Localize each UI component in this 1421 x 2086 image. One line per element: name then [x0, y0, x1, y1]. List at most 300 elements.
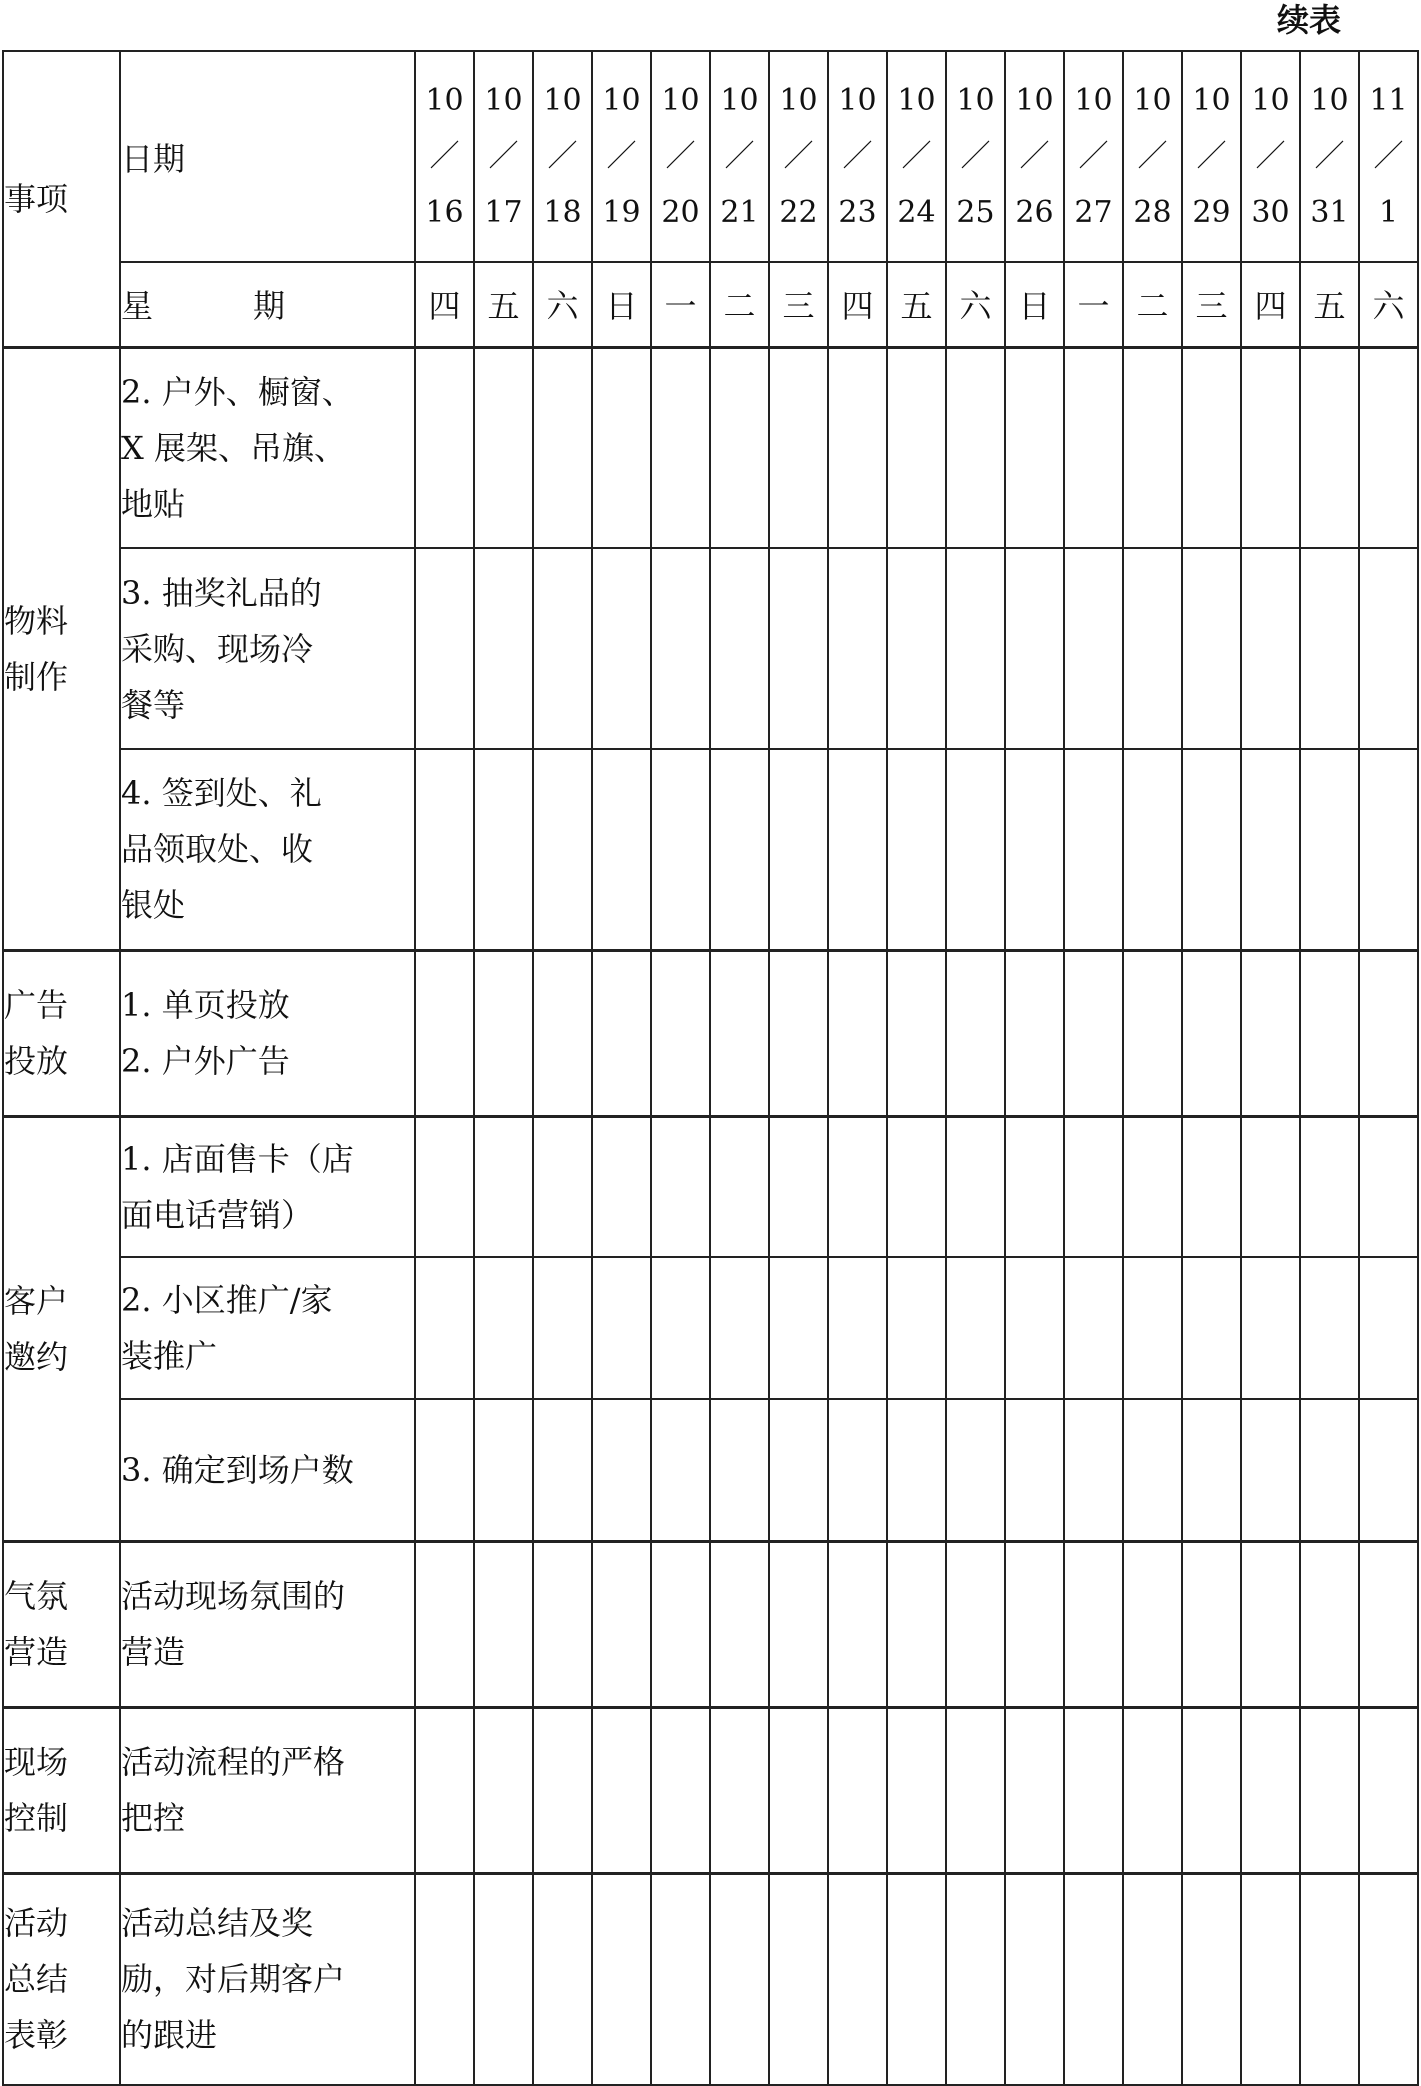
date-day: 1 — [1378, 194, 1399, 230]
date-day: 24 — [897, 194, 936, 230]
task-line: 励，对后期客户 — [121, 1960, 346, 1999]
date-day: 16 — [425, 194, 464, 230]
weekday-cell: 六 — [1359, 262, 1418, 347]
schedule-cell[interactable] — [415, 548, 474, 749]
schedule-cell[interactable] — [710, 548, 769, 749]
schedule-cell[interactable] — [1182, 347, 1241, 548]
task-line: 2. 户外、橱窗、 — [121, 372, 354, 411]
task-line: X 展架、吊旗、 — [121, 428, 346, 467]
date-cell — [592, 51, 651, 262]
schedule-cell[interactable] — [592, 347, 651, 548]
date-sep: ／ — [1314, 138, 1345, 174]
task-row — [3, 347, 1418, 548]
schedule-cell[interactable] — [1005, 1873, 1064, 2085]
schedule-cell[interactable] — [1123, 1707, 1182, 1873]
schedule-cell[interactable] — [887, 1257, 946, 1399]
date-month: 10 — [425, 82, 464, 118]
schedule-cell[interactable] — [946, 950, 1005, 1116]
schedule-cell[interactable] — [1182, 1257, 1241, 1399]
schedule-cell[interactable] — [1064, 1541, 1123, 1707]
schedule-cell[interactable] — [1241, 1707, 1300, 1873]
date-month: 10 — [602, 82, 641, 118]
task-line: 餐等 — [121, 685, 186, 724]
schedule-cell[interactable] — [1241, 1116, 1300, 1257]
task-line: 活动流程的严格 — [121, 1743, 346, 1781]
schedule-table — [2, 50, 1419, 2086]
task-line: 采购、现场冷 — [121, 629, 314, 668]
weekday-cell: 六 — [946, 262, 1005, 347]
schedule-cell[interactable] — [533, 1873, 592, 2085]
schedule-cell[interactable] — [651, 1116, 710, 1257]
date-cell — [1241, 51, 1300, 262]
schedule-cell[interactable] — [474, 1873, 533, 2085]
schedule-cell[interactable] — [1359, 950, 1418, 1116]
schedule-cell[interactable] — [651, 749, 710, 950]
schedule-cell[interactable] — [710, 347, 769, 548]
schedule-cell[interactable] — [1241, 1399, 1300, 1541]
category-line: 活动 — [4, 1904, 69, 1943]
schedule-cell[interactable] — [592, 1257, 651, 1399]
date-sep: ／ — [1255, 138, 1286, 174]
schedule-cell[interactable] — [828, 1541, 887, 1707]
schedule-cell[interactable] — [769, 950, 828, 1116]
schedule-cell[interactable] — [592, 548, 651, 749]
date-day: 29 — [1192, 194, 1231, 230]
date-month: 10 — [1310, 82, 1349, 118]
schedule-cell[interactable] — [769, 1116, 828, 1257]
schedule-cell[interactable] — [1241, 1257, 1300, 1399]
weekday-cell: 四 — [415, 262, 474, 347]
schedule-cell[interactable] — [474, 1707, 533, 1873]
schedule-cell[interactable] — [474, 1116, 533, 1257]
schedule-cell[interactable] — [828, 1873, 887, 2085]
date-month: 10 — [543, 82, 582, 118]
category-line: 营造 — [4, 1633, 69, 1671]
category-cell — [3, 1116, 120, 1541]
weekday-cell: 一 — [651, 262, 710, 347]
schedule-cell[interactable] — [415, 1116, 474, 1257]
date-sep: ／ — [1373, 138, 1404, 174]
date-month: 10 — [1251, 82, 1290, 118]
schedule-cell[interactable] — [828, 347, 887, 548]
schedule-cell[interactable] — [1064, 1707, 1123, 1873]
category-line: 气氛 — [4, 1577, 69, 1615]
schedule-cell[interactable] — [1359, 548, 1418, 749]
schedule-cell[interactable] — [533, 950, 592, 1116]
date-cell — [474, 51, 533, 262]
schedule-cell[interactable] — [592, 1399, 651, 1541]
schedule-cell[interactable] — [769, 1541, 828, 1707]
schedule-cell[interactable] — [1064, 1399, 1123, 1541]
schedule-cell[interactable] — [592, 950, 651, 1116]
date-month: 10 — [1074, 82, 1113, 118]
date-month: 10 — [661, 82, 700, 118]
task-line: 面电话营销） — [121, 1195, 314, 1234]
schedule-cell[interactable] — [769, 1399, 828, 1541]
schedule-cell[interactable] — [1005, 1541, 1064, 1707]
schedule-cell[interactable] — [1005, 1707, 1064, 1873]
task-line: 活动总结及奖 — [121, 1904, 314, 1943]
weekday-header-row — [3, 262, 1418, 347]
schedule-cell[interactable] — [474, 347, 533, 548]
task-line: 2. 小区推广/家 — [121, 1281, 333, 1319]
schedule-cell[interactable] — [1241, 1873, 1300, 2085]
date-day: 25 — [956, 194, 995, 230]
weekday-cell: 三 — [1182, 262, 1241, 347]
weekday-cell: 五 — [474, 262, 533, 347]
schedule-cell[interactable] — [415, 1257, 474, 1399]
date-month: 10 — [1015, 82, 1054, 118]
schedule-cell[interactable] — [533, 749, 592, 950]
schedule-cell[interactable] — [1064, 950, 1123, 1116]
date-sep: ／ — [783, 138, 814, 174]
schedule-cell[interactable] — [1005, 1257, 1064, 1399]
schedule-cell[interactable] — [533, 1541, 592, 1707]
date-sep: ／ — [724, 138, 755, 174]
schedule-cell[interactable] — [474, 1257, 533, 1399]
schedule-cell[interactable] — [887, 1541, 946, 1707]
schedule-cell[interactable] — [828, 1116, 887, 1257]
schedule-cell[interactable] — [592, 1707, 651, 1873]
schedule-cell[interactable] — [946, 1873, 1005, 2085]
schedule-cell[interactable] — [1300, 1873, 1359, 2085]
schedule-cell[interactable] — [415, 749, 474, 950]
schedule-cell[interactable] — [1241, 548, 1300, 749]
task-row — [3, 1873, 1418, 2085]
schedule-cell[interactable] — [1359, 1116, 1418, 1257]
schedule-cell[interactable] — [651, 347, 710, 548]
date-day: 31 — [1310, 194, 1349, 230]
date-cell — [415, 51, 474, 262]
category-line: 物料 — [4, 601, 69, 640]
category-line: 邀约 — [4, 1337, 69, 1376]
schedule-cell[interactable] — [1359, 749, 1418, 950]
date-month: 11 — [1369, 82, 1408, 118]
schedule-cell[interactable] — [1123, 749, 1182, 950]
schedule-cell[interactable] — [474, 548, 533, 749]
schedule-cell[interactable] — [533, 548, 592, 749]
schedule-cell[interactable] — [887, 347, 946, 548]
task-line: 的跟进 — [121, 2016, 218, 2055]
schedule-cell[interactable] — [1241, 950, 1300, 1116]
date-sep: ／ — [429, 138, 460, 174]
task-line: 2. 户外广告 — [121, 1042, 290, 1080]
category-cell — [3, 347, 120, 950]
date-cell — [710, 51, 769, 262]
schedule-cell[interactable] — [415, 950, 474, 1116]
date-cell — [1123, 51, 1182, 262]
schedule-cell[interactable] — [1064, 548, 1123, 749]
category-line: 现场 — [4, 1743, 69, 1781]
category-line: 总结 — [4, 1960, 69, 1999]
schedule-cell[interactable] — [651, 1707, 710, 1873]
date-header-row — [3, 51, 1418, 262]
schedule-cell[interactable] — [710, 950, 769, 1116]
schedule-cell[interactable] — [651, 1873, 710, 2085]
schedule-cell[interactable] — [592, 1873, 651, 2085]
schedule-cell[interactable] — [1359, 1707, 1418, 1873]
schedule-cell[interactable] — [710, 1873, 769, 2085]
date-day: 23 — [838, 194, 877, 230]
schedule-cell[interactable] — [1064, 749, 1123, 950]
schedule-cell[interactable] — [415, 1399, 474, 1541]
schedule-cell[interactable] — [415, 1707, 474, 1873]
category-cell — [3, 1541, 120, 1707]
schedule-cell[interactable] — [592, 749, 651, 950]
schedule-cell[interactable] — [533, 347, 592, 548]
schedule-cell[interactable] — [1300, 1399, 1359, 1541]
schedule-cell[interactable] — [946, 347, 1005, 548]
date-cell — [1182, 51, 1241, 262]
schedule-cell[interactable] — [769, 749, 828, 950]
schedule-cell[interactable] — [887, 1707, 946, 1873]
schedule-cell[interactable] — [1123, 347, 1182, 548]
schedule-cell[interactable] — [1182, 1707, 1241, 1873]
date-sep: ／ — [960, 138, 991, 174]
schedule-cell[interactable] — [769, 1257, 828, 1399]
schedule-cell[interactable] — [1300, 548, 1359, 749]
schedule-cell[interactable] — [710, 1399, 769, 1541]
schedule-cell[interactable] — [592, 1541, 651, 1707]
date-day: 28 — [1133, 194, 1172, 230]
category-line: 制作 — [4, 657, 69, 696]
schedule-cell[interactable] — [474, 1399, 533, 1541]
date-sep: ／ — [606, 138, 637, 174]
category-cell — [3, 950, 120, 1116]
task-cell — [120, 1399, 415, 1541]
schedule-cell[interactable] — [533, 1399, 592, 1541]
schedule-cell[interactable] — [887, 548, 946, 749]
schedule-cell[interactable] — [1359, 347, 1418, 548]
schedule-cell[interactable] — [946, 1257, 1005, 1399]
schedule-cell[interactable] — [1123, 1116, 1182, 1257]
schedule-cell[interactable] — [1182, 548, 1241, 749]
category-line: 客户 — [4, 1281, 69, 1320]
schedule-cell[interactable] — [651, 950, 710, 1116]
task-row — [3, 749, 1418, 950]
date-month: 10 — [956, 82, 995, 118]
date-day: 19 — [602, 194, 641, 230]
schedule-cell[interactable] — [1005, 1399, 1064, 1541]
schedule-cell[interactable] — [1300, 1116, 1359, 1257]
schedule-cell[interactable] — [651, 1257, 710, 1399]
schedule-cell[interactable] — [1123, 1873, 1182, 2085]
schedule-cell[interactable] — [1300, 950, 1359, 1116]
weekday-cell: 五 — [887, 262, 946, 347]
date-cell — [769, 51, 828, 262]
schedule-cell[interactable] — [828, 1257, 887, 1399]
schedule-cell[interactable] — [887, 1873, 946, 2085]
schedule-cell[interactable] — [533, 1116, 592, 1257]
schedule-cell[interactable] — [1123, 950, 1182, 1116]
continued-table-label: 续表 — [1276, 1, 1341, 39]
schedule-cell[interactable] — [769, 1707, 828, 1873]
schedule-cell[interactable] — [533, 1257, 592, 1399]
task-line: 3. 确定到场户数 — [121, 1450, 354, 1489]
date-month: 10 — [897, 82, 936, 118]
schedule-cell[interactable] — [1123, 1541, 1182, 1707]
task-cell — [120, 1707, 415, 1873]
date-cell — [533, 51, 592, 262]
task-cell — [120, 1873, 415, 2085]
task-row — [3, 548, 1418, 749]
schedule-cell[interactable] — [1182, 1116, 1241, 1257]
category-line: 广告 — [4, 986, 69, 1024]
schedule-cell[interactable] — [1123, 1399, 1182, 1541]
task-line: 1. 店面售卡（店 — [121, 1139, 354, 1178]
schedule-cell[interactable] — [533, 1707, 592, 1873]
schedule-cell[interactable] — [769, 548, 828, 749]
schedule-cell[interactable] — [946, 1399, 1005, 1541]
date-month: 10 — [838, 82, 877, 118]
schedule-cell[interactable] — [1123, 1257, 1182, 1399]
schedule-cell[interactable] — [415, 1873, 474, 2085]
schedule-cell[interactable] — [415, 347, 474, 548]
date-month: 10 — [720, 82, 759, 118]
task-line: 4. 签到处、礼 — [121, 774, 322, 813]
date-cell — [1359, 51, 1418, 262]
schedule-cell[interactable] — [592, 1116, 651, 1257]
date-month: 10 — [484, 82, 523, 118]
schedule-cell[interactable] — [1005, 347, 1064, 548]
schedule-cell[interactable] — [1359, 1541, 1418, 1707]
schedule-cell[interactable] — [1359, 1257, 1418, 1399]
schedule-cell[interactable] — [651, 1541, 710, 1707]
schedule-cell[interactable] — [946, 548, 1005, 749]
schedule-cell[interactable] — [1300, 1257, 1359, 1399]
date-day: 17 — [484, 194, 523, 230]
date-sep: ／ — [842, 138, 873, 174]
schedule-cell[interactable] — [710, 749, 769, 950]
schedule-cell[interactable] — [651, 548, 710, 749]
schedule-cell[interactable] — [946, 749, 1005, 950]
date-cell — [1064, 51, 1123, 262]
item-header-cell: 事项 — [3, 51, 120, 347]
schedule-cell[interactable] — [710, 1116, 769, 1257]
task-line: 1. 单页投放 — [121, 986, 290, 1024]
date-sep: ／ — [547, 138, 578, 174]
date-header-label: 日期 — [120, 51, 415, 262]
schedule-cell[interactable] — [1182, 1541, 1241, 1707]
schedule-cell[interactable] — [1064, 347, 1123, 548]
schedule-cell[interactable] — [1300, 347, 1359, 548]
schedule-cell[interactable] — [1241, 347, 1300, 548]
schedule-cell[interactable] — [710, 1257, 769, 1399]
schedule-cell[interactable] — [1064, 1873, 1123, 2085]
schedule-cell[interactable] — [1359, 1873, 1418, 2085]
schedule-cell[interactable] — [1359, 1399, 1418, 1541]
category-cell — [3, 1873, 120, 2085]
schedule-cell[interactable] — [1300, 1541, 1359, 1707]
date-day: 20 — [661, 194, 700, 230]
task-line: 营造 — [121, 1633, 186, 1671]
weekday-cell: 四 — [828, 262, 887, 347]
weekday-cell: 三 — [769, 262, 828, 347]
schedule-cell[interactable] — [474, 950, 533, 1116]
task-cell — [120, 347, 415, 548]
date-month: 10 — [1192, 82, 1231, 118]
task-line: 3. 抽奖礼品的 — [121, 573, 322, 612]
schedule-cell[interactable] — [769, 347, 828, 548]
schedule-cell[interactable] — [651, 1399, 710, 1541]
task-cell — [120, 1257, 415, 1399]
schedule-cell[interactable] — [946, 1707, 1005, 1873]
schedule-cell[interactable] — [887, 950, 946, 1116]
date-sep: ／ — [488, 138, 519, 174]
date-cell — [887, 51, 946, 262]
schedule-cell[interactable] — [1241, 749, 1300, 950]
task-cell — [120, 950, 415, 1116]
task-cell — [120, 1116, 415, 1257]
schedule-cell[interactable] — [1005, 950, 1064, 1116]
date-sep: ／ — [1019, 138, 1050, 174]
schedule-cell[interactable] — [1005, 749, 1064, 950]
schedule-cell[interactable] — [1300, 749, 1359, 950]
schedule-cell[interactable] — [828, 749, 887, 950]
schedule-cell[interactable] — [828, 1707, 887, 1873]
date-month: 10 — [1133, 82, 1172, 118]
date-sep: ／ — [901, 138, 932, 174]
date-cell — [946, 51, 1005, 262]
date-day: 30 — [1251, 194, 1290, 230]
schedule-cell[interactable] — [946, 1541, 1005, 1707]
task-line: 地贴 — [121, 484, 186, 523]
schedule-cell[interactable] — [1064, 1116, 1123, 1257]
schedule-cell[interactable] — [946, 1116, 1005, 1257]
schedule-cell[interactable] — [887, 749, 946, 950]
date-day: 18 — [543, 194, 582, 230]
schedule-cell[interactable] — [887, 1399, 946, 1541]
date-month: 10 — [779, 82, 818, 118]
schedule-cell[interactable] — [1300, 1707, 1359, 1873]
task-row — [3, 1116, 1418, 1257]
schedule-cell[interactable] — [1182, 950, 1241, 1116]
task-cell — [120, 548, 415, 749]
schedule-cell[interactable] — [828, 548, 887, 749]
schedule-cell[interactable] — [1182, 749, 1241, 950]
schedule-cell[interactable] — [474, 749, 533, 950]
date-sep: ／ — [1137, 138, 1168, 174]
schedule-cell[interactable] — [415, 1541, 474, 1707]
category-line: 控制 — [4, 1799, 69, 1837]
schedule-cell[interactable] — [1064, 1257, 1123, 1399]
date-day: 21 — [720, 194, 759, 230]
weekday-cell: 一 — [1064, 262, 1123, 347]
date-sep: ／ — [1196, 138, 1227, 174]
weekday-cell: 二 — [1123, 262, 1182, 347]
schedule-cell[interactable] — [1241, 1541, 1300, 1707]
weekday-cell: 六 — [533, 262, 592, 347]
schedule-cell[interactable] — [1005, 548, 1064, 749]
schedule-cell[interactable] — [828, 1399, 887, 1541]
weekday-cell: 日 — [1005, 262, 1064, 347]
schedule-cell[interactable] — [828, 950, 887, 1116]
schedule-cell[interactable] — [1182, 1399, 1241, 1541]
date-day: 22 — [779, 194, 818, 230]
weekday-cell: 五 — [1300, 262, 1359, 347]
schedule-cell[interactable] — [710, 1707, 769, 1873]
schedule-cell[interactable] — [1123, 548, 1182, 749]
schedule-cell[interactable] — [710, 1541, 769, 1707]
schedule-cell[interactable] — [887, 1116, 946, 1257]
schedule-cell[interactable] — [769, 1873, 828, 2085]
schedule-cell[interactable] — [1005, 1116, 1064, 1257]
schedule-cell[interactable] — [474, 1541, 533, 1707]
task-cell — [120, 749, 415, 950]
schedule-cell[interactable] — [1182, 1873, 1241, 2085]
task-cell — [120, 1541, 415, 1707]
task-row — [3, 1257, 1418, 1399]
